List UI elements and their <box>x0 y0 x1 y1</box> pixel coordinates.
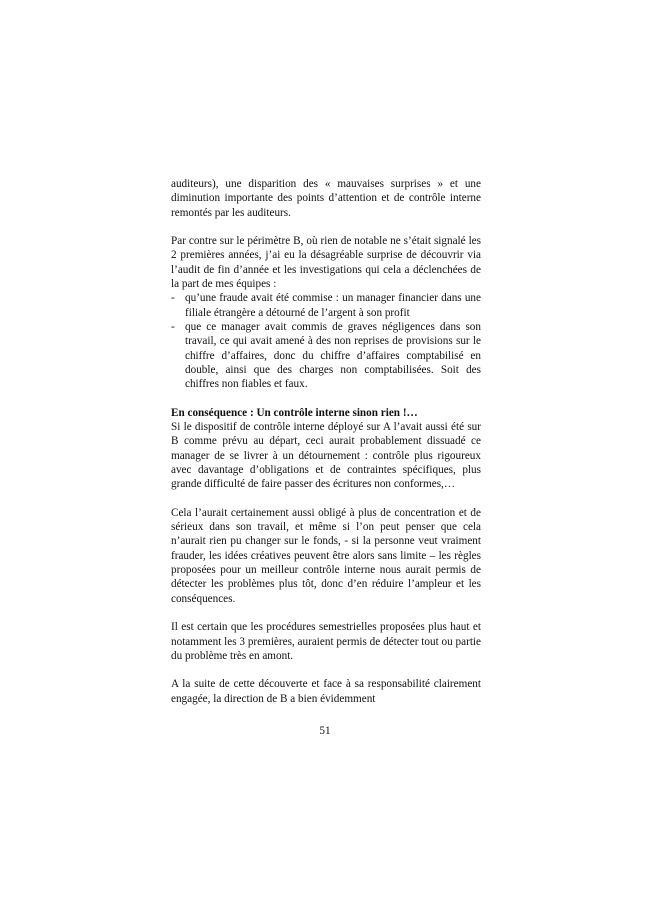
page-body <box>171 177 481 706</box>
paragraph-consequence: Si le dispositif de contrôle interne déployé sur A l’avait aussi été sur B comme prévu au départ, ceci aurait probablement dissuadé ce manager de se livrer à un détournement : contrôle plus rigoureux avec davantage d’obligations et de contraintes spécifiques, plus grande difficulté de faire passer des écritures non conformes,… <box>171 421 481 491</box>
section-heading: En conséquence : Un contrôle interne sinon rien !… <box>171 406 418 419</box>
findings-list <box>171 291 481 391</box>
paragraph-procedures: Il est certain que les procédures semestrielles proposées plus haut et notamment les 3 premières, auraient permis de détecter tout ou partie du problème très en amont. <box>171 621 481 662</box>
list-dash: - <box>171 292 175 305</box>
list-item <box>171 291 481 320</box>
list-dash: - <box>171 320 175 333</box>
paragraph-discovery: A la suite de cette découverte et face à sa responsabilité clairement engagée, la direction de B a bien évidemment <box>171 678 481 705</box>
paragraph-perimeter-b: Par contre sur le périmètre B, où rien de notable ne s’était signalé les 2 premières années, j’ai eu la désagréable surprise de découvrir via l’audit de fin d’année et les investigations qui cela a déclenchées de la part de mes équipes : <box>171 235 481 291</box>
list-item-text: qu’une fraude avait été commise : un manager financier dans une filiale étrangère a détourné de l’argent à son profit <box>185 292 481 319</box>
paragraph-concentration: Cela l’aurait certainement aussi obligé à plus de concentration et de sérieux dans son travail, et même si l’on peut penser que cela n’aurait rien pu changer sur le fonds, - si la personne veut vraiment frauder, les idées créatives peuvent être alors sans limite – les règles proposées pour un meilleur contrôle interne nous aurait permis de détecter les problèmes plus tôt, donc d’en réduire l’ampleur et les conséquences. <box>171 506 481 605</box>
paragraph-intro: auditeurs), une disparition des « mauvaises surprises » et une diminution importante des points d’attention et de contrôle interne remontés par les auditeurs. <box>171 178 481 219</box>
page-number: 51 <box>319 725 331 737</box>
list-item-text: que ce manager avait commis de graves négligences dans son travail, ce qui avait amené à des non reprises de provisions sur le chiffre d’affaires, donc du chiffre d’affaires comptabilisé en double, ainsi que des charges non comptabilisées. Soit des chiffres non fiables et faux. <box>185 320 481 391</box>
list-item <box>171 320 481 391</box>
